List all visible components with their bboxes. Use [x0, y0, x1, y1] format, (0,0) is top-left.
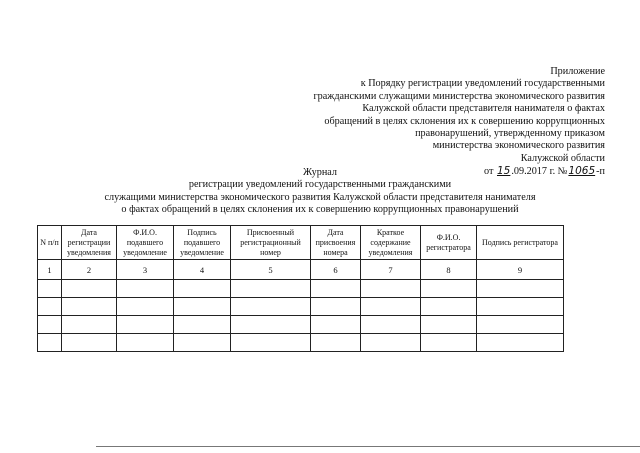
table-cell	[38, 298, 62, 316]
journal-title: Журнал	[303, 167, 337, 178]
table-cell	[311, 316, 361, 334]
header-cell-registrar-signature: Подпись регистратора	[477, 226, 564, 260]
header-cell-number: N п/п	[38, 226, 62, 260]
table-cell	[477, 280, 564, 298]
table-cell	[421, 316, 477, 334]
table-row	[38, 280, 564, 298]
order-date-rest: .09.2017 г. №	[511, 166, 568, 178]
appendix-block	[314, 66, 606, 179]
table-cell	[311, 334, 361, 352]
table-cell	[477, 334, 564, 352]
appendix-line: Приложение	[550, 66, 605, 77]
appendix-line: министерства экономического развития	[432, 140, 605, 152]
table-cell	[421, 280, 477, 298]
appendix-line: к Порядку регистрации уведомлений государственными	[360, 78, 605, 90]
table-cell	[421, 334, 477, 352]
header-row	[38, 226, 564, 260]
header-cell-submitter-name: Ф.И.О. подавшего уведомление	[117, 226, 174, 260]
table-cell	[477, 298, 564, 316]
appendix-line: обращений в целях склонения их к совершению коррупционных	[324, 115, 605, 127]
column-number-cell: 1	[38, 260, 62, 280]
table-cell	[174, 334, 231, 352]
order-number-handwritten: 1065	[568, 165, 596, 178]
table-cell	[38, 316, 62, 334]
table-cell	[231, 298, 311, 316]
table-cell	[117, 298, 174, 316]
column-number-cell: 6	[311, 260, 361, 280]
table-cell	[38, 334, 62, 352]
column-number-cell: 7	[361, 260, 421, 280]
table-cell	[421, 298, 477, 316]
table-row	[38, 298, 564, 316]
column-number-cell: 4	[174, 260, 231, 280]
appendix-line: Калужской области	[520, 152, 605, 164]
header-cell-registration-date: Дата регистрации уведомления	[62, 226, 117, 260]
appendix-line: правонарушений, утвержденному приказом	[415, 128, 605, 140]
table-row	[38, 316, 564, 334]
table-cell	[117, 280, 174, 298]
table-cell	[62, 280, 117, 298]
header-cell-registrar-name: Ф.И.О. регистратора	[421, 226, 477, 260]
table-cell	[477, 316, 564, 334]
page-edge-divider	[96, 446, 640, 447]
table-cell	[231, 316, 311, 334]
table-cell	[38, 280, 62, 298]
table-cell	[311, 280, 361, 298]
table-cell	[361, 316, 421, 334]
registration-table	[37, 225, 564, 352]
order-suffix: -п	[596, 166, 605, 178]
column-number-row	[38, 260, 564, 280]
header-cell-submitter-signature: Подпись подавшего уведомление	[174, 226, 231, 260]
table-cell	[62, 334, 117, 352]
table-cell	[174, 316, 231, 334]
table-cell	[174, 280, 231, 298]
order-prefix: от	[484, 166, 494, 178]
table-row	[38, 334, 564, 352]
table-cell	[311, 298, 361, 316]
table-cell	[62, 298, 117, 316]
column-number-cell: 8	[421, 260, 477, 280]
journal-line: служащими министерства экономического развития Калужской области представителя нанимателя	[104, 191, 536, 203]
column-number-cell: 3	[117, 260, 174, 280]
appendix-line: гражданскими служащими министерства экономического развития	[313, 90, 605, 102]
column-number-cell: 5	[231, 260, 311, 280]
journal-line: регистрации уведомлений государственными гражданскими	[188, 179, 452, 191]
journal-line: о фактах обращений в целях склонения их к совершению коррупционных правонарушений	[121, 204, 519, 216]
header-cell-assignment-date: Дата присвоения номера	[311, 226, 361, 260]
table-cell	[117, 316, 174, 334]
header-cell-summary: Краткое содержание уведомления	[361, 226, 421, 260]
table-cell	[231, 280, 311, 298]
column-number-cell: 9	[477, 260, 564, 280]
table-cell	[361, 280, 421, 298]
table-cell	[231, 334, 311, 352]
header-cell-assigned-number: Присвоенный регистрационный номер	[231, 226, 311, 260]
order-day-handwritten: 15	[496, 165, 511, 178]
table-cell	[62, 316, 117, 334]
table-cell	[361, 334, 421, 352]
table-cell	[361, 298, 421, 316]
appendix-line: Калужской области представителя нанимателя о фактах	[362, 103, 605, 115]
journal-heading	[80, 167, 560, 217]
table-cell	[174, 298, 231, 316]
table-cell	[117, 334, 174, 352]
column-number-cell: 2	[62, 260, 117, 280]
